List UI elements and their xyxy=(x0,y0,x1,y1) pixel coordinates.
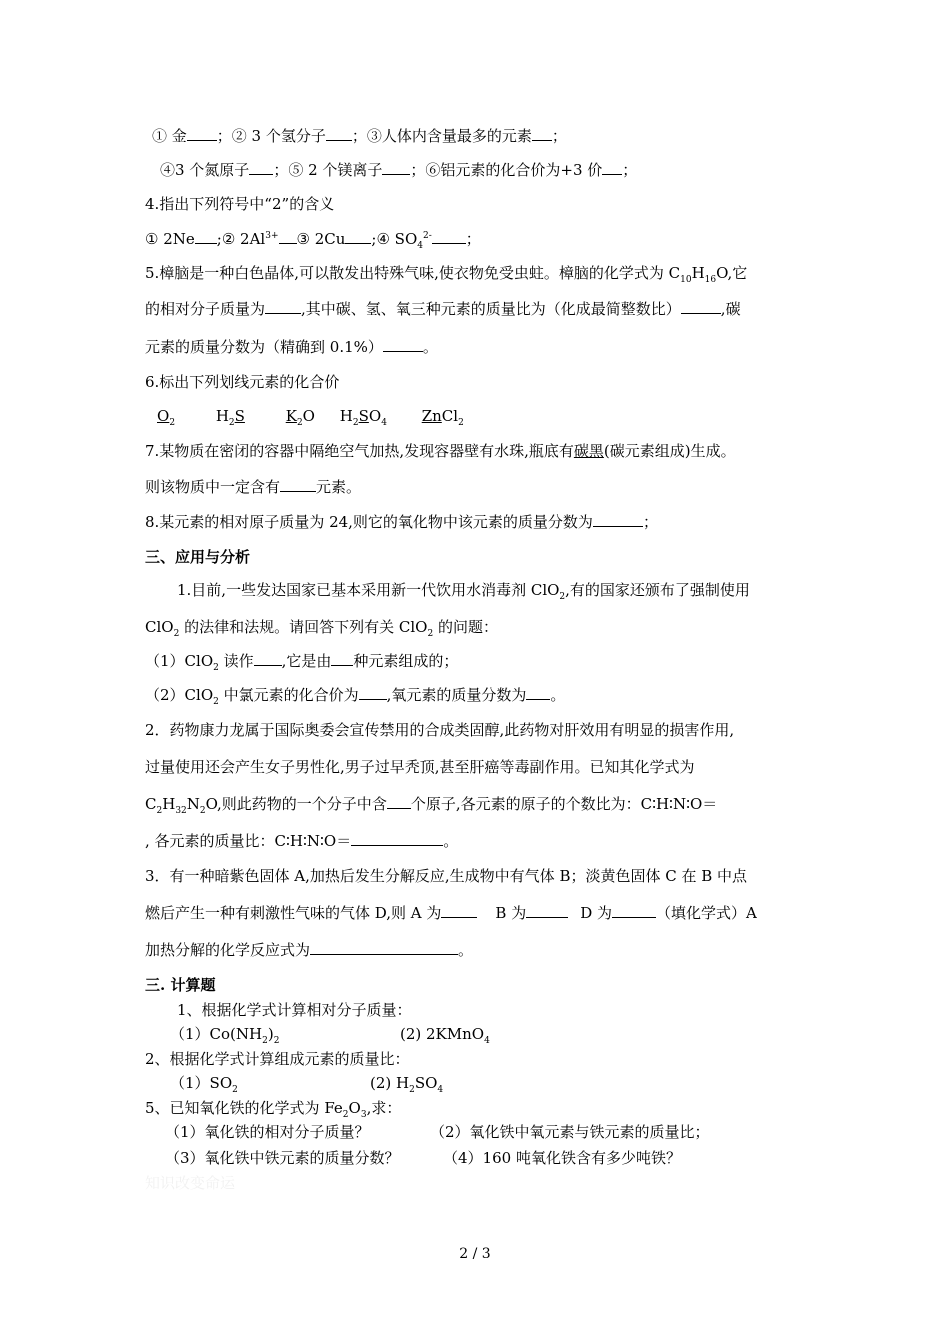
calc-q5-3: （3）氧化铁中铁元素的质量分数？ xyxy=(165,1149,400,1167)
formula-k2o: $K_2O$ xyxy=(285,407,315,428)
section-application-title: 三、应用与分析 xyxy=(145,548,251,566)
a2-line3: $C_2H_{32}N_2O$,则此药物的一个分子中含 个原子,各元素的原子的个数比为：C∶H∶N∶O＝ xyxy=(145,795,718,816)
formula-h2so4: $H_2SO_4$ xyxy=(339,407,387,428)
watermark-text: 知识改变命运 xyxy=(145,1174,236,1192)
a2-line1: 2．药物康力龙属于国际奥委会宣传禁用的合成类固醇,此药物对肝效用有明显的损害作用, xyxy=(145,721,735,739)
q4-title: 4.指出下列符号中“2”的含义 xyxy=(145,195,335,213)
q6-formulas xyxy=(157,406,464,426)
page-number: 2 / 3 xyxy=(459,1246,491,1262)
q5-line3: 元素的质量分数为（精确到 0.1%） 。 xyxy=(145,338,438,356)
calc-q2: 2、根据化学式计算组成元素的质量比： xyxy=(145,1050,410,1068)
q6-title: 6.标出下列划线元素的化合价 xyxy=(145,373,340,391)
a3-line2: 燃后产生一种有刺激性气味的气体 D,则 A 为 B 为 D 为 （填化学式）A xyxy=(145,904,757,922)
a1-line1: 1.目前,一些发达国家已基本采用新一代饮用水消毒剂 ClO$_2$,有的国家还颁布了强制使用 xyxy=(177,581,750,602)
calc-q5-1: （1）氧化铁的相对分子质量？ xyxy=(165,1123,370,1141)
section-calc-title: 三. 计算题 xyxy=(145,976,216,994)
calc-q1: 1、根据化学式计算相对分子质量： xyxy=(177,1001,412,1019)
q8-line: 8.某元素的相对原子质量为 24,则它的氧化物中该元素的质量分数为 ； xyxy=(145,513,658,531)
calc-q5: 5、已知氧化铁的化学式为 $Fe_2O_3$,求： xyxy=(145,1099,402,1120)
a1-line3: （1）ClO$_2$ 读作 ,它是由 种元素组成的； xyxy=(145,652,459,673)
calc-q2b: (2) $H_2SO_4$ xyxy=(370,1074,444,1095)
a1-line2: ClO$_2$ 的法律和法规。请回答下列有关 ClO$_2$ 的问题： xyxy=(145,618,498,639)
a3-line3: 加热分解的化学反应式为 。 xyxy=(145,941,474,959)
calc-q2a: $(1)SO_2$ xyxy=(170,1074,238,1095)
calc-q1a: $(1)Co(NH_2)_2$ xyxy=(170,1025,280,1046)
formula-o2: $O_2$ xyxy=(157,407,176,428)
calc-q5-2: （2）氧化铁中氧元素与铁元素的质量比； xyxy=(430,1123,710,1141)
calc-q1b: (2) 2KMnO$_4$ xyxy=(400,1025,490,1046)
q5-line1: 5.樟脑是一种白色晶体,可以散发出特殊气味,使衣物免受虫蛀。樟脑的化学式为 $C_{10}H_{16}O$,它 xyxy=(145,264,748,285)
q5-line2: 的相对分子质量为 ,其中碳、氢、氧三种元素的质量比为（化成最简整数比） ,碳 xyxy=(145,300,741,318)
q3-line1: ① 金 ；② 3 个氢分子 ；③人体内含量最多的元素 ； xyxy=(152,127,567,145)
q4-items: ① 2Ne ;② $2Al^{3+}$ ③ 2Cu ;④ $SO_4^{2-}$ ； xyxy=(145,230,481,251)
q3-line2: ④3 个氮原子 ；⑤ 2 个镁离子 ；⑥铝元素的化合价为+3 价 ； xyxy=(160,161,638,179)
a1-line4: （2）ClO$_2$ 中氯元素的化合价为 ,氧元素的质量分数为 。 xyxy=(145,686,566,707)
formula-zncl2: ZnCl$_2$ xyxy=(421,407,464,428)
formula-h2s: $H_2S$ xyxy=(215,407,245,428)
q7-line1: 7.某物质在密闭的容器中隔绝空气加热,发现容器壁有水珠,瓶底有碳黑(碳元素组成)生成。 xyxy=(145,442,736,460)
a2-line4: , 各元素的质量比：C∶H∶N∶O＝ 。 xyxy=(145,832,459,850)
calc-q5-4: （4）160 吨氧化铁含有多少吨铁？ xyxy=(443,1149,681,1167)
a2-line2: 过量使用还会产生女子男性化,男子过早秃顶,甚至肝癌等毒副作用。已知其化学式为 xyxy=(145,758,695,776)
a3-line1: 3．有一种暗紫色固体 A,加热后发生分解反应,生成物中有气体 B；淡黄色固体 C 在 B 中点 xyxy=(145,867,748,885)
q7-line2: 则该物质中一定含有 元素。 xyxy=(145,478,362,496)
